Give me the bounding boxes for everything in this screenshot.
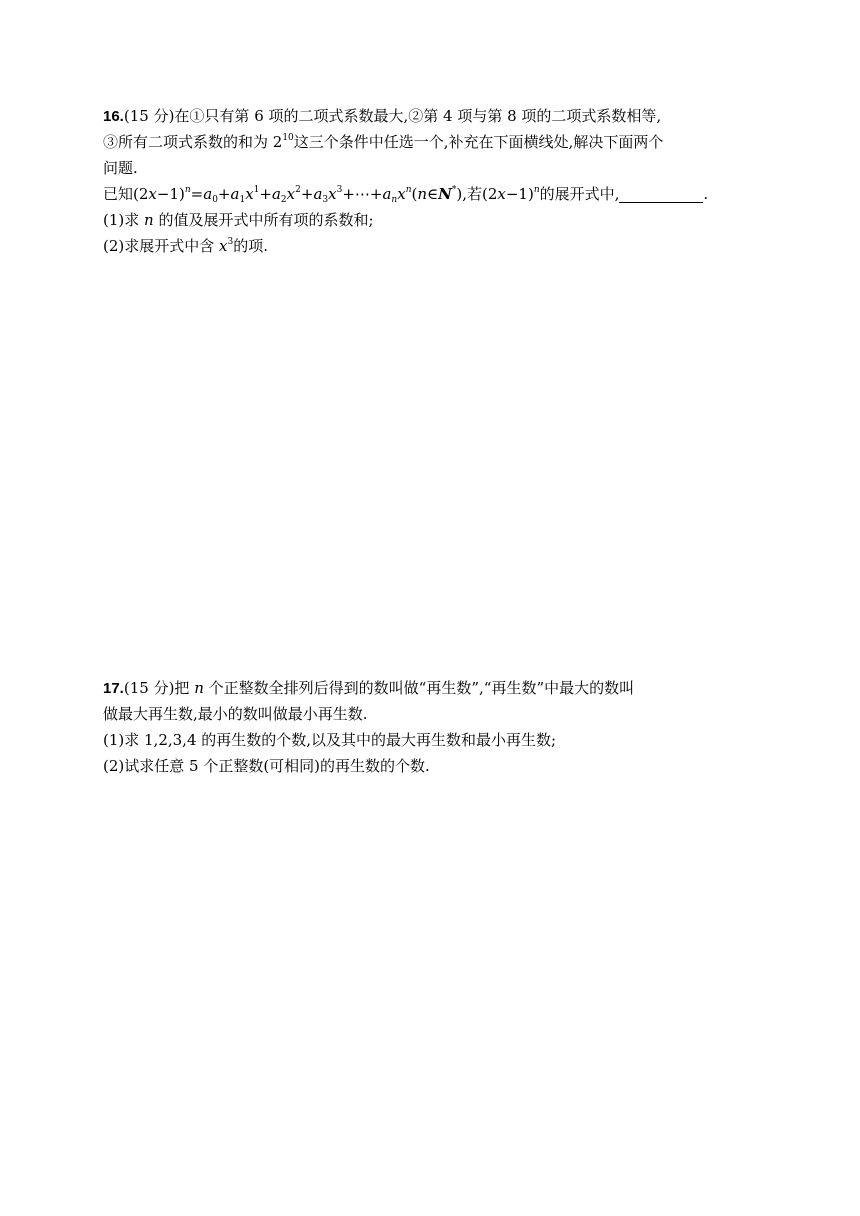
problem-number: 16. xyxy=(103,108,124,125)
question-text: (2)求展开式中含 xyxy=(103,237,215,255)
given-equation-line xyxy=(103,181,763,207)
binomial-expression: $(2x-1)^n$ xyxy=(481,185,540,203)
question-text: 的值及展开式中所有项的系数和; xyxy=(158,211,374,229)
question-1 xyxy=(103,207,763,233)
variable-n: n xyxy=(144,211,154,229)
exponent: 3 xyxy=(227,237,234,247)
problem-text: ③所有二项式系数的和为 2 xyxy=(103,133,283,151)
problem-text: 在①只有第 6 项的二项式系数最大,②第 4 项与第 8 项的二项式系数相等, xyxy=(174,107,662,125)
problem-16-line-2 xyxy=(103,129,763,155)
given-condition-suffix: ,若 xyxy=(462,185,482,203)
problem-16-line-1 xyxy=(103,103,763,129)
answer-blank[interactable] xyxy=(619,186,703,203)
given-tail: 的展开式中, xyxy=(539,185,620,203)
question-text: (2)试求任意 5 个正整数(可相同)的再生数的个数. xyxy=(103,757,430,775)
problem-score: (15 分) xyxy=(123,679,175,697)
question-2 xyxy=(103,233,763,259)
problem-text: 问题. xyxy=(103,159,138,177)
problem-text: 个正整数全排列后得到的数叫做“再生数”,“再生数”中最大的数叫 xyxy=(208,679,635,697)
exponent: 10 xyxy=(282,133,294,143)
problem-text: 这三个条件中任选一个,补充在下面横线处,解决下面两个 xyxy=(293,133,664,151)
problem-17-line-1 xyxy=(103,675,763,701)
problem-17-line-2 xyxy=(103,701,763,727)
problem-text: 做最大再生数,最小的数叫做最小再生数. xyxy=(103,705,368,723)
question-text: (1)求 xyxy=(103,211,140,229)
variable-x: x xyxy=(219,237,228,255)
problem-number: 17. xyxy=(103,680,124,697)
question-1 xyxy=(103,727,763,753)
problem-text: 把 xyxy=(174,679,190,697)
expansion-formula: $(2x-1)^n=a_0+a_1x^1+a_2x^2+a_3x^3+\cdots+a_nx^n(n\in N^*)$ xyxy=(133,185,463,205)
problem-score: (15 分) xyxy=(123,107,175,125)
problem-16-line-3 xyxy=(103,155,763,181)
problem-17 xyxy=(103,675,763,779)
question-text: (1)求 1,2,3,4 的再生数的个数,以及其中的最大再生数和最小再生数; xyxy=(103,731,557,749)
problem-16 xyxy=(103,103,763,259)
variable-n: n xyxy=(194,679,204,697)
end-period: . xyxy=(703,185,709,203)
given-prefix: 已知 xyxy=(103,185,134,203)
question-2 xyxy=(103,753,763,779)
question-text: 的项. xyxy=(233,237,269,255)
